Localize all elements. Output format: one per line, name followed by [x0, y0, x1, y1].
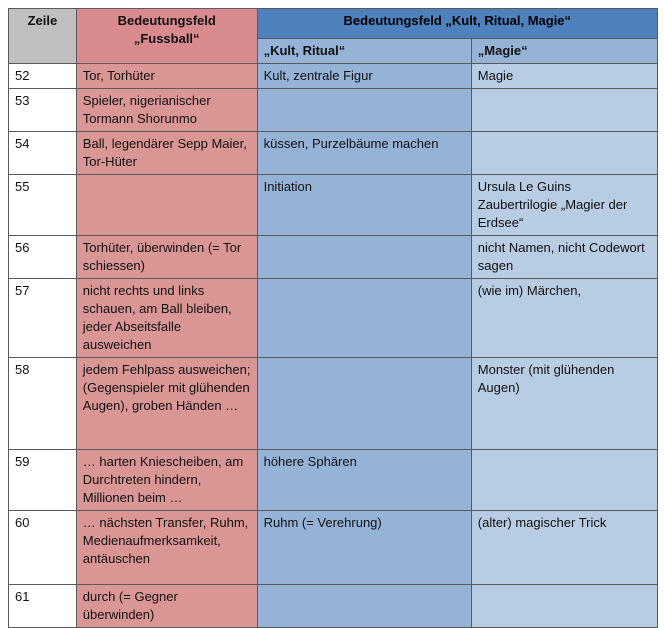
cell-magie [471, 585, 657, 628]
table-row [9, 358, 658, 450]
header-kult-ritual: „Kult, Ritual“ [257, 39, 471, 64]
cell-magie: Magie [471, 64, 657, 89]
table-row [9, 132, 658, 175]
cell-kult: höhere Sphären [257, 450, 471, 511]
table-row [9, 89, 658, 132]
cell-fussball: … harten Kniescheiben, am Durchtreten hindern, Millionen beim … [76, 450, 257, 511]
cell-magie [471, 132, 657, 175]
header-fussball [76, 9, 257, 64]
cell-magie [471, 450, 657, 511]
cell-fussball: … nächsten Transfer, Ruhm, Medienaufmerksamkeit, antäuschen [76, 511, 257, 585]
cell-kult [257, 358, 471, 450]
table-row [9, 64, 658, 89]
header-zeile: Zeile [9, 9, 77, 64]
cell-fussball [76, 175, 257, 236]
cell-zeile: 53 [9, 89, 77, 132]
cell-fussball: durch (= Gegner überwinden) [76, 585, 257, 628]
cell-zeile: 59 [9, 450, 77, 511]
cell-zeile: 61 [9, 585, 77, 628]
cell-kult [257, 89, 471, 132]
cell-fussball: Spieler, nigerianischer Tormann Shorunmo [76, 89, 257, 132]
cell-fussball: Tor, Torhüter [76, 64, 257, 89]
cell-zeile: 60 [9, 511, 77, 585]
cell-zeile: 56 [9, 236, 77, 279]
table-row [9, 175, 658, 236]
cell-magie [471, 89, 657, 132]
header-fussball-line1: Bedeutungsfeld [117, 13, 216, 28]
cell-fussball: jedem Fehlpass ausweichen; (Gegenspieler mit glühenden Augen), groben Händen … [76, 358, 257, 450]
cell-kult: Ruhm (= Verehrung) [257, 511, 471, 585]
table-row [9, 279, 658, 358]
cell-zeile: 54 [9, 132, 77, 175]
cell-kult: küssen, Purzelbäume machen [257, 132, 471, 175]
cell-kult [257, 279, 471, 358]
table-row [9, 450, 658, 511]
header-fussball-line2: „Fussball“ [133, 31, 200, 46]
cell-fussball: Ball, legendärer Sepp Maier, Tor-Hüter [76, 132, 257, 175]
cell-magie: Ursula Le Guins Zaubertrilogie „Magier der Erdsee“ [471, 175, 657, 236]
cell-kult: Initiation [257, 175, 471, 236]
cell-magie: nicht Namen, nicht Codewort sagen [471, 236, 657, 279]
table-row [9, 585, 658, 628]
cell-kult: Kult, zentrale Figur [257, 64, 471, 89]
cell-zeile: 55 [9, 175, 77, 236]
cell-fussball: nicht rechts und links schauen, am Ball bleiben, jeder Abseitsfalle ausweichen [76, 279, 257, 358]
header-magie: „Magie“ [471, 39, 657, 64]
cell-fussball: Torhüter, überwinden (= Tor schiessen) [76, 236, 257, 279]
cell-magie: Monster (mit glühenden Augen) [471, 358, 657, 450]
cell-zeile: 52 [9, 64, 77, 89]
cell-zeile: 58 [9, 358, 77, 450]
cell-kult [257, 585, 471, 628]
cell-kult [257, 236, 471, 279]
table-row [9, 511, 658, 585]
cell-zeile: 57 [9, 279, 77, 358]
cell-magie: (wie im) Märchen, [471, 279, 657, 358]
bedeutungsfeld-table [8, 8, 658, 628]
header-kult-ritual-magie: Bedeutungsfeld „Kult, Ritual, Magie“ [257, 9, 657, 39]
table-row [9, 236, 658, 279]
cell-magie: (alter) magischer Trick [471, 511, 657, 585]
